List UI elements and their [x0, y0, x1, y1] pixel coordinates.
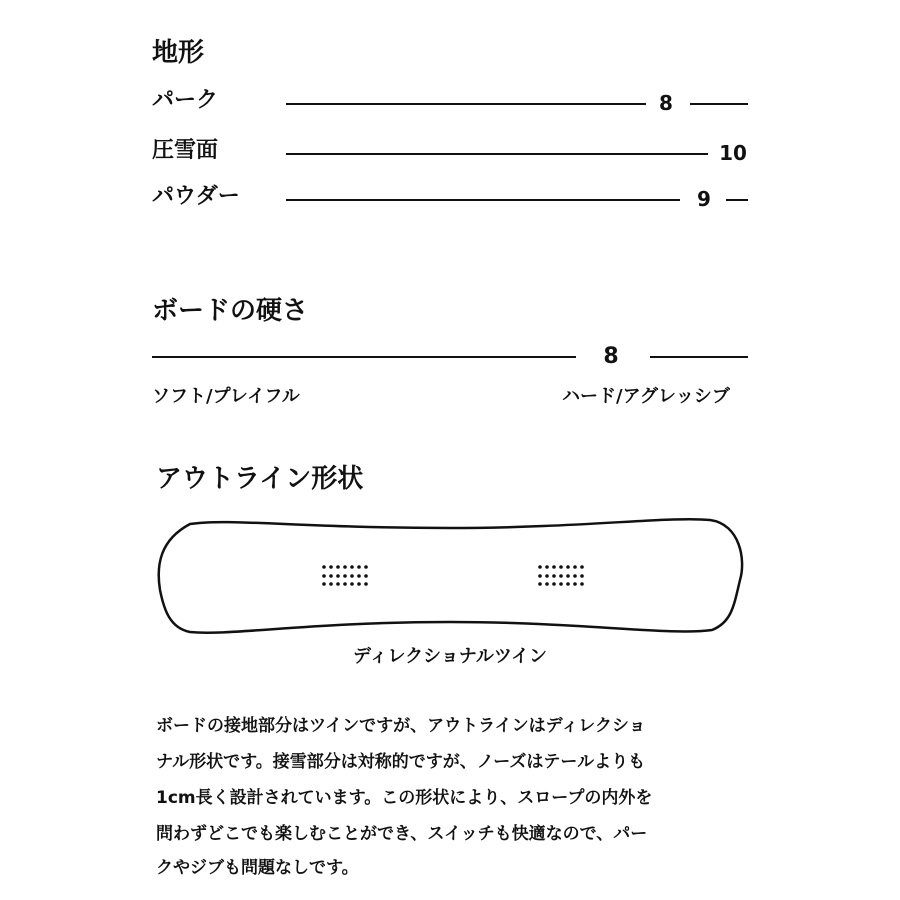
rating-value-powder: 9	[697, 187, 711, 211]
terrain-label-groomed: 圧雪面	[152, 138, 219, 163]
stiffness-heading: ボードの硬さ	[152, 296, 309, 326]
description-line-2: ナル形状です。接雪部分は対称的ですが、ノーズはテールよりも	[156, 752, 646, 772]
stiffness-hard-label: ハード/アグレッシブ	[562, 386, 730, 407]
rating-value-park: 8	[659, 91, 673, 115]
binding-inserts-right	[538, 565, 584, 586]
outline-shape-label: ディレクショナルツイン	[352, 646, 548, 667]
description-line-1: ボードの接地部分はツインですが、アウトラインはディレクショ	[156, 716, 646, 736]
rating-line-park-right	[690, 103, 748, 105]
terrain-heading: 地形	[152, 38, 205, 68]
terrain-label-powder: パウダー	[152, 184, 240, 209]
snowboard-outline-illustration	[150, 510, 750, 640]
description-line-5: クやジブも問題なしです。	[156, 858, 359, 878]
rating-line-park-left	[286, 103, 646, 105]
rating-line-groomed-left	[286, 153, 708, 155]
snowboard-outline	[159, 519, 742, 633]
rating-value-groomed: 10	[719, 141, 747, 165]
rating-line-powder-left	[286, 199, 680, 201]
stiffness-value: 8	[603, 344, 619, 369]
outline-heading: アウトライン形状	[156, 464, 364, 494]
description-line-4: 問わずどこでも楽しむことができ、スイッチも快適なので、パー	[156, 824, 648, 844]
description-line-3: 1cm長く設計されています。この形状により、スロープの内外を	[156, 788, 653, 808]
rating-line-powder-right	[726, 199, 748, 201]
binding-inserts-left	[322, 565, 368, 586]
terrain-label-park: パーク	[152, 88, 219, 113]
stiffness-line-right	[650, 356, 748, 358]
stiffness-soft-label: ソフト/プレイフル	[152, 386, 300, 407]
stiffness-line-left	[152, 356, 576, 358]
